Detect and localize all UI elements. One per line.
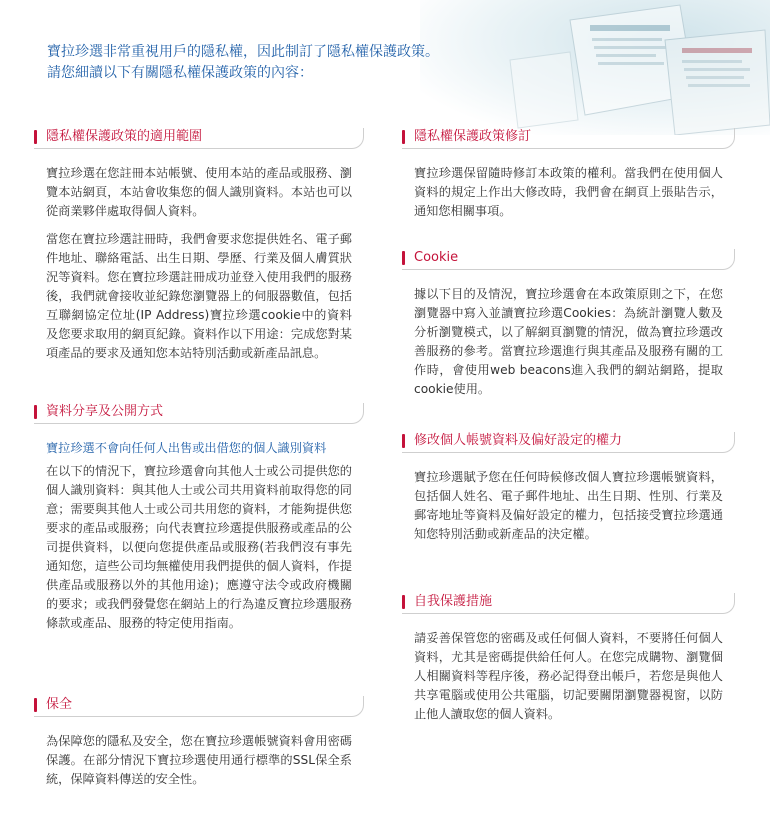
intro-line-2: 請您細讀以下有關隱私權保護政策的內容： [47, 65, 313, 81]
section-header [402, 249, 735, 270]
section-body [414, 164, 723, 221]
paragraph: 請妥善保管您的密碼及或任何個人資料，不要將任何個人資料，尤其是密碼提供給任何人。在您完成購物、瀏覽個人相關資料等程序後，務必記得登出帳戶，若您是與他人共享電腦或使用公共電腦，切記要關閉瀏覽器視窗，以防止他人讀取您的個人資料。 [414, 631, 723, 721]
section-header [34, 403, 364, 424]
section-header [34, 696, 364, 717]
section-header [402, 128, 735, 149]
section-security [34, 696, 364, 798]
section-title: 自我保護措施 [414, 594, 493, 609]
section-header [402, 432, 735, 453]
section-self-protection [402, 593, 735, 733]
section-body [414, 629, 723, 724]
paragraph: 在以下的情況下，寶拉珍選會向其他人士或公司提供您的個人識別資料：與其他人士或公司共用資料前取得您的同意；需要與其他人士或公司共用您的資料，才能夠提供您要求的產品或服務；向代表寶拉珍選提供服務或產品的公司提供資料，以便向您提供產品或服務(若我們沒有事先通知您，這些公司均無權使用我們提供的個人資料，作提供產品或服務以外的其他用途)；應遵守法令或政府機關的要求；或我們發覺您在網站上的行為違反寶拉珍選服務條款或產品、服務的特定使用指南。 [46, 464, 352, 630]
intro-line-1: 寶拉珍選非常重視用戶的隱私權，因此制訂了隱私權保護政策。 [47, 44, 439, 60]
paragraph: 寶拉珍選保留隨時修訂本政策的權利。當我們在使用個人資料的規定上作出大修改時，我們會在網頁上張貼告示，通知您相關事項。 [414, 166, 723, 218]
section-body [414, 468, 723, 544]
section-title: 隱私權保護政策的適用範圍 [46, 129, 203, 144]
section-body [46, 164, 352, 363]
paragraph: 寶拉珍選在您註冊本站帳號、使用本站的產品或服務、瀏覽本站網頁，本站會收集您的個人識別資料。本站也可以從商業夥伴處取得個人資料。 [46, 166, 352, 218]
section-header [402, 593, 735, 614]
section-header [34, 128, 364, 149]
section-subtitle: 寶拉珍選不會向任何人出售或出借您的個人識別資料 [46, 441, 327, 455]
section-cookie [402, 249, 735, 408]
section-title: 資料分享及公開方式 [46, 404, 164, 419]
section-title: Cookie [414, 250, 459, 265]
section-scope [34, 128, 364, 372]
section-title: 保全 [46, 697, 73, 712]
paragraph: 據以下目的及情況，寶拉珍選會在本政策原則之下，在您瀏覽器中寫入並讀寶拉珍選Cookies：為統計瀏覽人數及分析瀏覽模式，以了解網頁瀏覽的情況，做為寶拉珍選改善服務的參考。當寶拉珍選進行與其產品及服務有關的工作時，會使用web beacons進入我們的網站網路，提取cookie使用。 [414, 287, 723, 396]
section-policy-revision [402, 128, 735, 230]
section-body [414, 285, 723, 399]
paragraph: 為保障您的隱私及安全，您在寶拉珍選帳號資料會用密碼保護。在部分情況下寶拉珍選使用通行標準的SSL保全系統，保障資料傳送的安全性。 [46, 734, 352, 786]
paragraph: 當您在寶拉珍選註冊時，我們會要求您提供姓名、電子郵件地址、聯絡電話、出生日期、學歷、行業及個人膚質狀況等資料。您在寶拉珍選註冊成功並登入使用我們的服務後，我們就會接收並紀錄您瀏覽器上的伺服器數值，包括互聯網協定位址(IP Address)寶拉珍選cookie中的資料及您要求取用的網頁紀錄。資料作以下用途：完成您對某項產品的要求及通知您本站特別活動或新產品訊息。 [46, 232, 352, 360]
section-body [46, 462, 352, 633]
paragraph: 寶拉珍選賦予您在任何時候修改個人寶拉珍選帳號資料，包括個人姓名、電子郵件地址、出生日期、性別、行業及郵寄地址等資料及偏好設定的權力，包括接受寶拉珍選通知您特別活動或新產品的決定權。 [414, 470, 723, 541]
intro [47, 42, 567, 84]
section-title: 修改個人帳號資料及偏好設定的權力 [414, 433, 623, 448]
section-body [46, 732, 352, 789]
section-title: 隱私權保護政策修訂 [414, 129, 532, 144]
section-data-sharing [34, 403, 364, 642]
section-edit-account [402, 432, 735, 553]
